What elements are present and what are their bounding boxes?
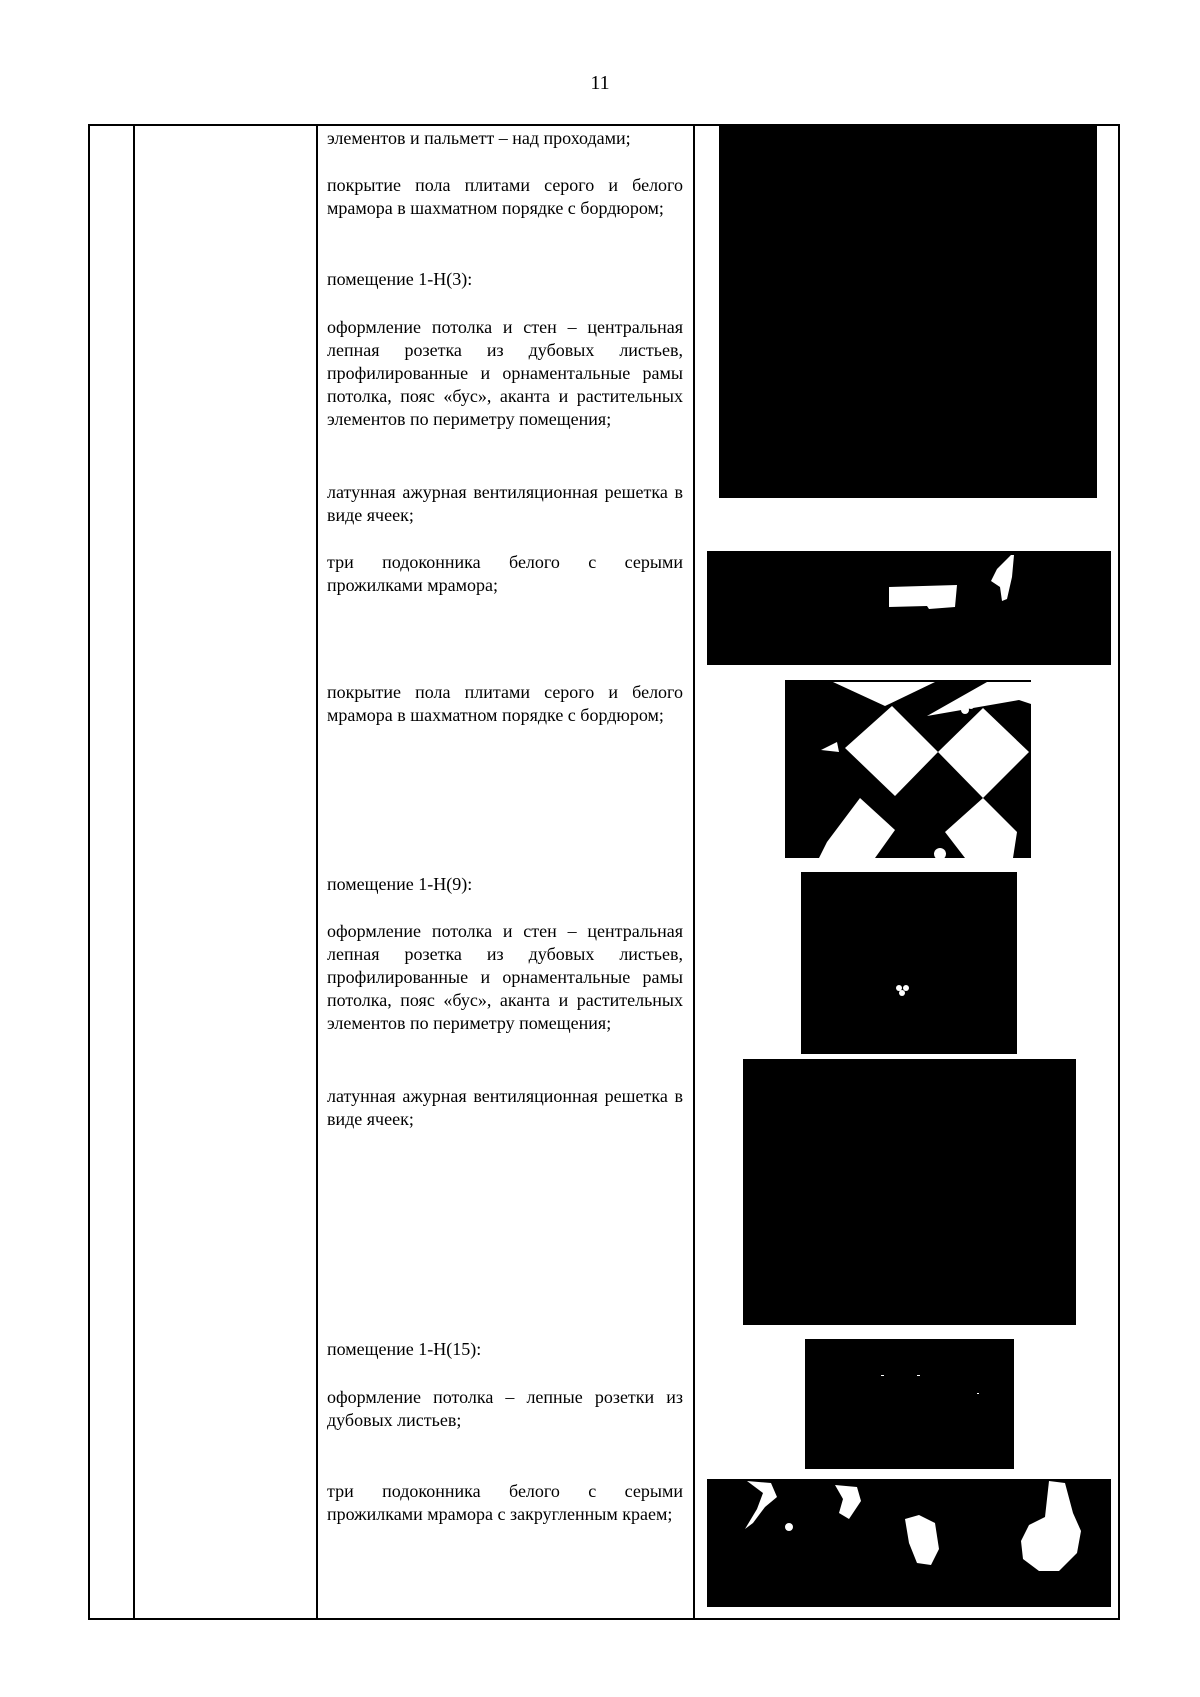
photo-ceiling-1n15 — [805, 1339, 1014, 1469]
room-heading-1n9: помещение 1-Н(9): — [327, 874, 473, 894]
photo-windowsill-rounded — [707, 1479, 1111, 1607]
column-divider-1 — [133, 124, 135, 1620]
text-block-1: покрытие пола плитами серого и белого мрамора в шахматном порядке с бордюром; — [327, 175, 683, 218]
text-block-0: элементов и пальметт – над проходами; — [327, 128, 631, 148]
text-block-3: оформление потолка и стен – центральная лепная розетка из дубовых листьев, профилированные и орнаментальные рамы потолка, пояс «бус», аканта и растительных элементов по периметру помещения; — [327, 317, 683, 429]
room-heading-1n3: помещение 1-Н(3): — [327, 269, 473, 289]
text-block-11: оформление потолка – лепные розетки из дубовых листьев; — [327, 1387, 683, 1430]
photo-windowsill-1 — [707, 551, 1111, 665]
room-heading-1n15: помещение 1-Н(15): — [327, 1339, 482, 1359]
text-block-9: латунная ажурная вентиляционная решетка в виде ячеек; — [327, 1086, 683, 1129]
text-block-4: латунная ажурная вентиляционная решетка в виде ячеек; — [327, 482, 683, 525]
page-number: 11 — [590, 72, 610, 94]
photo-ventilation-grille — [743, 1059, 1076, 1325]
column-divider-2 — [316, 124, 318, 1620]
text-block-5: три подоконника белого с серыми прожилками мрамора; — [327, 552, 683, 595]
column-divider-3 — [693, 124, 695, 1620]
photo-ceiling-1n9 — [801, 872, 1017, 1054]
photo-ceiling-1n3 — [719, 126, 1097, 498]
photo-checkered-floor — [785, 680, 1031, 858]
text-block-8: оформление потолка и стен – центральная лепная розетка из дубовых листьев, профилированные и орнаментальные рамы потолка, пояс «бус», аканта и растительных элементов по периметру помещения; — [327, 921, 683, 1033]
text-block-6: покрытие пола плитами серого и белого мрамора в шахматном порядке с бордюром; — [327, 682, 683, 725]
text-block-12: три подоконника белого с серыми прожилками мрамора с закругленным краем; — [327, 1481, 683, 1524]
